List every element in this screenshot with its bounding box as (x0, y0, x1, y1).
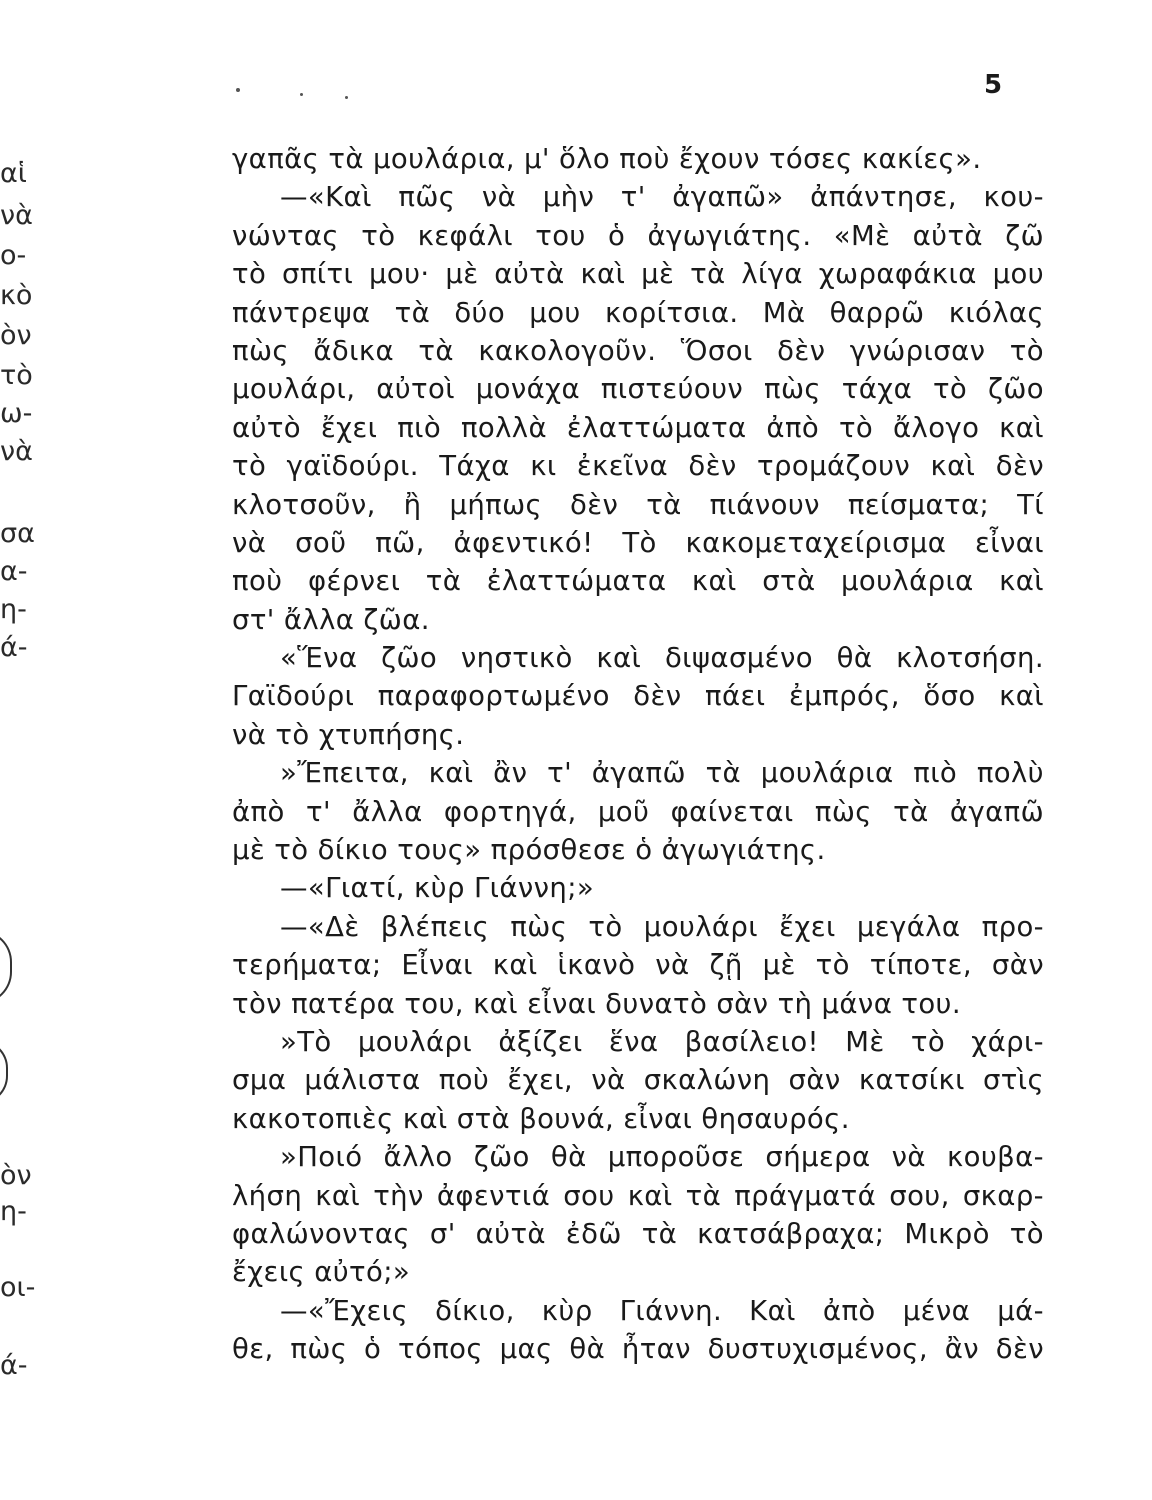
margin-fragment: νὰ (0, 200, 33, 231)
text-line: —«Δὲ βλέπεις πὼς τὸ μουλάρι ἔχει μεγάλα προ- (280, 910, 1044, 943)
text-line: »Ἔπειτα, καὶ ἂν τ' ἀγαπῶ τὰ μουλάρια πιὸ πολὺ (280, 757, 1044, 790)
text-line: τὸ σπίτι μου· μὲ αὐτὰ καὶ μὲ τὰ λίγα χωραφάκια μου (232, 258, 1044, 291)
text-line: —«Ἔχεις δίκιο, κὺρ Γιάννη. Καὶ ἀπὸ μένα μά- (280, 1294, 1044, 1327)
text-line: θε, πὼς ὁ τόπος μας θὰ ἦταν δυστυχισμένος, ἂν δὲν (232, 1333, 1044, 1366)
body-text (232, 140, 1044, 1369)
margin-sketch-lower (0, 1040, 8, 1104)
text-line: αὐτὸ ἔχει πιὸ πολλὰ ἐλαττώματα ἀπὸ τὸ ἄλογο καὶ (232, 411, 1044, 444)
scan-speck (300, 93, 303, 96)
text-line: —«Καὶ πῶς νὰ μὴν τ' ἀγαπῶ» ἀπάντησε, κου- (280, 181, 1044, 214)
scan-speck (345, 96, 348, 99)
margin-fragment: α- (0, 556, 28, 587)
text-line: κακοτοπιὲς καὶ στὰ βουνά, εἶναι θησαυρός. (232, 1102, 850, 1135)
margin-fragment: η- (0, 594, 27, 625)
margin-fragment: οι- (0, 1272, 36, 1303)
text-line: «Ἕνα ζῶο νηστικὸ καὶ διψασμένο θὰ κλοτσήση. (280, 642, 1044, 675)
text-line: »Τὸ μουλάρι ἀξίζει ἕνα βασίλειο! Μὲ τὸ χάρι- (280, 1025, 1044, 1058)
text-line: σμα μάλιστα ποὺ ἔχει, νὰ σκαλώνη σὰν κατσίκι στὶς (232, 1064, 1044, 1097)
margin-fragment: κὸ (0, 280, 33, 311)
text-line: »Ποιό ἄλλο ζῶο θὰ μποροῦσε σήμερα νὰ κουβα- (280, 1141, 1044, 1174)
text-line: στ' ἄλλα ζῶα. (232, 603, 430, 636)
text-line: τὸ γαϊδούρι. Τάχα κι ἐκεῖνα δὲν τρομάζουν καὶ δὲν (232, 450, 1044, 483)
page-number: 5 (984, 70, 1003, 100)
margin-fragment: ο- (0, 240, 27, 271)
text-line: κλοτσοῦν, ἢ μήπως δὲν τὰ πιάνουν πείσματα; Τί (232, 488, 1044, 521)
margin-fragment: αἱ (0, 158, 27, 189)
text-line: Γαϊδούρι παραφορτωμένο δὲν πάει ἐμπρός, ὅσο καὶ (232, 680, 1044, 713)
text-line: ἀπὸ τ' ἄλλα φορτηγά, μοῦ φαίνεται πὼς τὰ ἀγαπῶ (232, 795, 1044, 828)
margin-sketch-upper (0, 930, 12, 1004)
text-line: —«Γιατί, κὺρ Γιάννη;» (280, 872, 595, 905)
margin-fragment: ὸν (0, 320, 32, 351)
margin-fragment: τὸ (0, 360, 33, 391)
text-line: νώντας τὸ κεφάλι του ὁ ἀγωγιάτης. «Μὲ αὐτὰ ζῶ (232, 219, 1044, 252)
text-line: νὰ σοῦ πῶ, ἀφεντικό! Τὸ κακομεταχείρισμα εἶναι (232, 526, 1044, 559)
text-line: μὲ τὸ δίκιο τους» πρόσθεσε ὁ ἀγωγιάτης. (232, 834, 826, 867)
text-line: νὰ τὸ χτυπήσης. (232, 718, 465, 751)
text-line: τὸν πατέρα του, καὶ εἶναι δυνατὸ σὰν τὴ μάνα του. (232, 987, 962, 1020)
text-line: φαλώνοντας σ' αὐτὰ ἐδῶ τὰ κατσάβραχα; Μικρὸ τὸ (232, 1217, 1044, 1250)
margin-fragment: σα (0, 518, 35, 549)
margin-fragment: ά- (0, 632, 28, 663)
margin-fragment: νὰ (0, 436, 33, 467)
scan-speck (236, 88, 240, 92)
margin-fragment: ω- (0, 398, 33, 429)
margin-fragment: ὸν (0, 1160, 32, 1191)
text-line: ποὺ φέρνει τὰ ἐλαττώματα καὶ στὰ μουλάρια καὶ (232, 565, 1044, 598)
text-line: πάντρεψα τὰ δύο μου κορίτσια. Μὰ θαρρῶ κιόλας (232, 296, 1044, 329)
margin-fragment: ά- (0, 1350, 28, 1381)
text-line: γαπᾶς τὰ μουλάρια, μ' ὅλο ποὺ ἔχουν τόσες κακίες». (232, 143, 982, 175)
text-line: πὼς ἄδικα τὰ κακολογοῦν. Ὅσοι δὲν γνώρισαν τὸ (232, 334, 1044, 367)
text-line: μουλάρι, αὐτοὶ μονάχα πιστεύουν πὼς τάχα τὸ ζῶο (232, 373, 1044, 406)
text-line: ἔχεις αὐτό;» (232, 1256, 411, 1289)
margin-fragment: η- (0, 1196, 27, 1227)
text-line: λήση καὶ τὴν ἀφεντιά σου καὶ τὰ πράγματά σου, σκαρ- (232, 1179, 1044, 1212)
text-line: τερήματα; Εἶναι καὶ ἱκανὸ νὰ ζῇ μὲ τὸ τίποτε, σὰν (232, 949, 1044, 982)
